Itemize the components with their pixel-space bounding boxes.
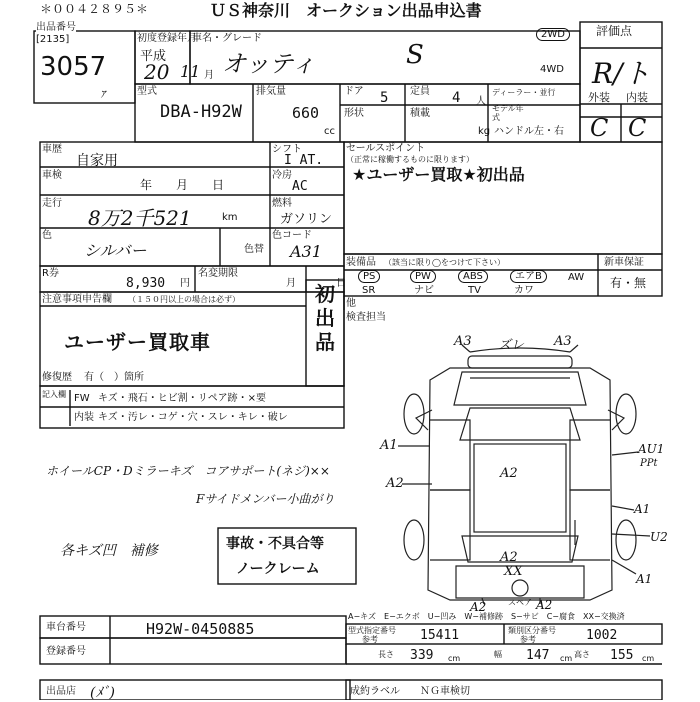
inspection-label: 車検 [42, 170, 62, 181]
interior-damage-label: 内装 [74, 412, 94, 423]
width-label: 幅 [494, 650, 502, 659]
equipment-aw: AW [568, 272, 585, 283]
ac-label: 冷房 [272, 170, 292, 181]
chassis-label: 車台番号 [46, 622, 86, 633]
mileage-label: 走行 [42, 198, 62, 209]
registration-year: 20 [144, 60, 170, 84]
fuel-value: ガソリン [280, 212, 333, 227]
door-label: ドア [344, 86, 364, 97]
displacement-label: 排気量 [256, 86, 286, 97]
inspector-label: 検査担当 [346, 312, 386, 323]
length-unit: cm [448, 654, 461, 663]
car-name-label: 車名・グレード [192, 33, 262, 44]
remark-line-3: 各キズ凹 補修 [60, 543, 158, 559]
capacity-label: 定員 [410, 86, 430, 97]
usage-value: 自家用 [76, 153, 118, 169]
mark-center-a2: A2 [500, 466, 518, 481]
lot-mark: ｧ [100, 86, 107, 100]
tax-label: R券 [42, 268, 59, 279]
sheet-banner: ＵＳ神奈川 オークション出品申込書 [210, 1, 482, 20]
equipment-label: 装備品 [346, 257, 376, 268]
mark-left-a1: A1 [380, 438, 398, 453]
bottom-right-value: ＮＧ車検切 [420, 686, 470, 697]
remark-line-1: ホイールCP・Dミラーキズ コアサポート(ネジ)×× [46, 464, 330, 478]
color-code-label: 色コード [272, 230, 312, 241]
bottom-left-value: (ﾒﾞ) [90, 685, 115, 701]
car-name: オッティ [222, 50, 316, 78]
mark-rear-xx: XX [504, 564, 523, 579]
type-cert-label: 型式指定番号 [348, 626, 396, 635]
color-code-value: A31 [290, 242, 322, 261]
mark-right-u2: U2 [650, 530, 668, 544]
mark-right-a1: A1 [634, 502, 651, 516]
accident-notice: 事故・不具合等 [226, 536, 324, 552]
mark-right-au1: AU1 [638, 442, 665, 456]
name-change-month: 月 [286, 278, 296, 289]
height-label: 高さ [574, 650, 590, 659]
no-claim-notice: ノークレーム [236, 561, 320, 577]
interior-damage-items: キズ・汚レ・コゲ・穴・スレ・キレ・破レ [98, 412, 288, 423]
capacity-value: 4 [452, 90, 461, 106]
notes-label: 注意事項申告欄 [42, 294, 112, 305]
bottom-right-label: 成約ラベル [350, 686, 400, 697]
class-label: 類別区分番号 [508, 626, 556, 635]
load-unit: kg [478, 126, 491, 137]
shift-value: I AT. [284, 153, 324, 168]
width-value: 147 [526, 648, 550, 663]
other-label: 他 [346, 298, 356, 309]
chassis-number: H92W-0450885 [146, 620, 255, 638]
type-cert-number: 15411 [420, 628, 460, 643]
notes-value: ユーザー買取車 [64, 330, 211, 354]
height-unit: cm [642, 654, 655, 663]
door-count: 5 [380, 90, 389, 106]
fw-items: キズ・飛石・ヒビ割・リペア跡・×要 [98, 393, 266, 404]
mark-front-a3-right: A3 [554, 334, 572, 349]
name-change-day: 日 [336, 278, 346, 289]
spare-tire-label: スペア [508, 598, 532, 607]
equipment-tv: TV [468, 285, 481, 296]
damage-legend: A−キズ E−エクボ U−凹み W−補修跡 S−サビ C−腐食 XX−交換済 [348, 612, 625, 621]
registration-month: 11 [180, 62, 201, 81]
notes-sub-label: （１５０円以上の場合は必ず） [128, 295, 240, 304]
registration-label: 初度登録年月 [137, 33, 197, 44]
sales-point-label: セールスポイント [346, 143, 426, 154]
grade-label: 評価点 [596, 24, 633, 38]
dealer-label: ディーラー・並行 [492, 88, 556, 97]
type-cert-ref: 参考 [362, 635, 378, 644]
width-unit: cm [560, 654, 573, 663]
equipment-abs: ABS [458, 270, 488, 283]
remark-line-2: Fサイドメンバー小曲がり [196, 492, 335, 506]
damage-entry-label: 記入欄 [42, 390, 66, 399]
registration-number-label: 登録番号 [46, 646, 86, 657]
displacement-value: 660 [292, 104, 320, 122]
equipment-navi: ナビ [414, 285, 434, 296]
first-listing-stamp: 初出品 [315, 282, 335, 354]
serial-number: ＊００４２８９５＊ [40, 2, 149, 16]
tax-value: 8,930 [126, 276, 166, 291]
sales-point-sub: （正常に稼働するものに限ります） [346, 155, 474, 164]
model-code: DBA-H92W [160, 102, 242, 122]
name-change-label: 名変期限 [198, 268, 238, 279]
color-label: 色 [42, 230, 52, 241]
length-label: 長さ [378, 650, 394, 659]
mark-right-a1-lower: A1 [636, 572, 653, 586]
model-label: 型式 [137, 86, 157, 97]
sales-point-text: ★ユーザー買取★初出品 [352, 165, 525, 184]
color-change-label: 色替 [244, 244, 264, 255]
registration-era: 平成 [140, 49, 167, 64]
equipment-sr: SR [362, 285, 376, 296]
warranty-label: 新車保証 [604, 257, 644, 268]
interior-label: 内装 [626, 91, 648, 104]
equipment-pw: PW [410, 270, 436, 283]
shape-label: 形状 [344, 108, 364, 119]
equipment-leather: カワ [514, 285, 534, 296]
equipment-sub: （該当に限り◯をつけて下さい） [384, 258, 505, 267]
ac-value: AC [292, 179, 308, 194]
equipment-airbag: エアB [510, 270, 547, 283]
mark-bottom-a2-left: A2 [470, 600, 487, 614]
repair-value: 有（ ）箇所 [84, 372, 144, 383]
car-grade: S [406, 40, 424, 70]
mileage-unit: km [222, 212, 238, 223]
interior-grade: C [628, 114, 647, 142]
model-year-label: モデル年式 [492, 104, 524, 122]
drive-4wd: 4WD [540, 64, 564, 75]
mark-right-ppt: PPt [640, 458, 658, 469]
displacement-unit: cc [324, 126, 335, 137]
lot-number: 3057 [40, 52, 107, 82]
usage-label: 車歴 [42, 144, 62, 155]
fuel-label: 燃料 [272, 198, 292, 209]
mark-rear-a2: A2 [500, 550, 518, 565]
height-value: 155 [610, 648, 634, 663]
warranty-value: 有・無 [610, 276, 647, 290]
class-ref: 参考 [520, 635, 536, 644]
exterior-label: 外装 [588, 91, 610, 104]
mileage-value: 8万2千521 [88, 206, 192, 230]
mark-bottom-a2-right: A2 [536, 598, 553, 612]
mark-front-a3-left: A3 [454, 334, 472, 349]
tax-unit: 円 [180, 278, 190, 289]
exterior-grade: C [590, 114, 609, 142]
class-number: 1002 [586, 628, 618, 643]
color-value: シルバー [84, 241, 147, 260]
registration-month-unit: 月 [204, 70, 214, 81]
grade-score: R/ト [592, 57, 651, 90]
lot-label: 出品番号 [36, 22, 76, 33]
bottom-left-label: 出品店 [46, 686, 76, 697]
inspection-value: 年 月 日 [140, 178, 225, 192]
equipment-ps: PS [358, 270, 380, 283]
length-value: 339 [410, 648, 434, 663]
handle-value: 左・右 [534, 126, 564, 137]
capacity-unit: 人 [476, 96, 486, 107]
repair-label: 修復歴 [42, 372, 72, 383]
handle-label: ハンドル [494, 126, 534, 137]
lot-code: [2135] [36, 34, 70, 45]
load-label: 積載 [410, 108, 430, 119]
fw-label: FW [74, 393, 90, 404]
mark-left-a2: A2 [386, 476, 404, 491]
mark-front-zure: ズレ [498, 338, 525, 353]
shift-label: シフト [272, 144, 302, 155]
drive-2wd-circled: 2WD [536, 28, 570, 41]
